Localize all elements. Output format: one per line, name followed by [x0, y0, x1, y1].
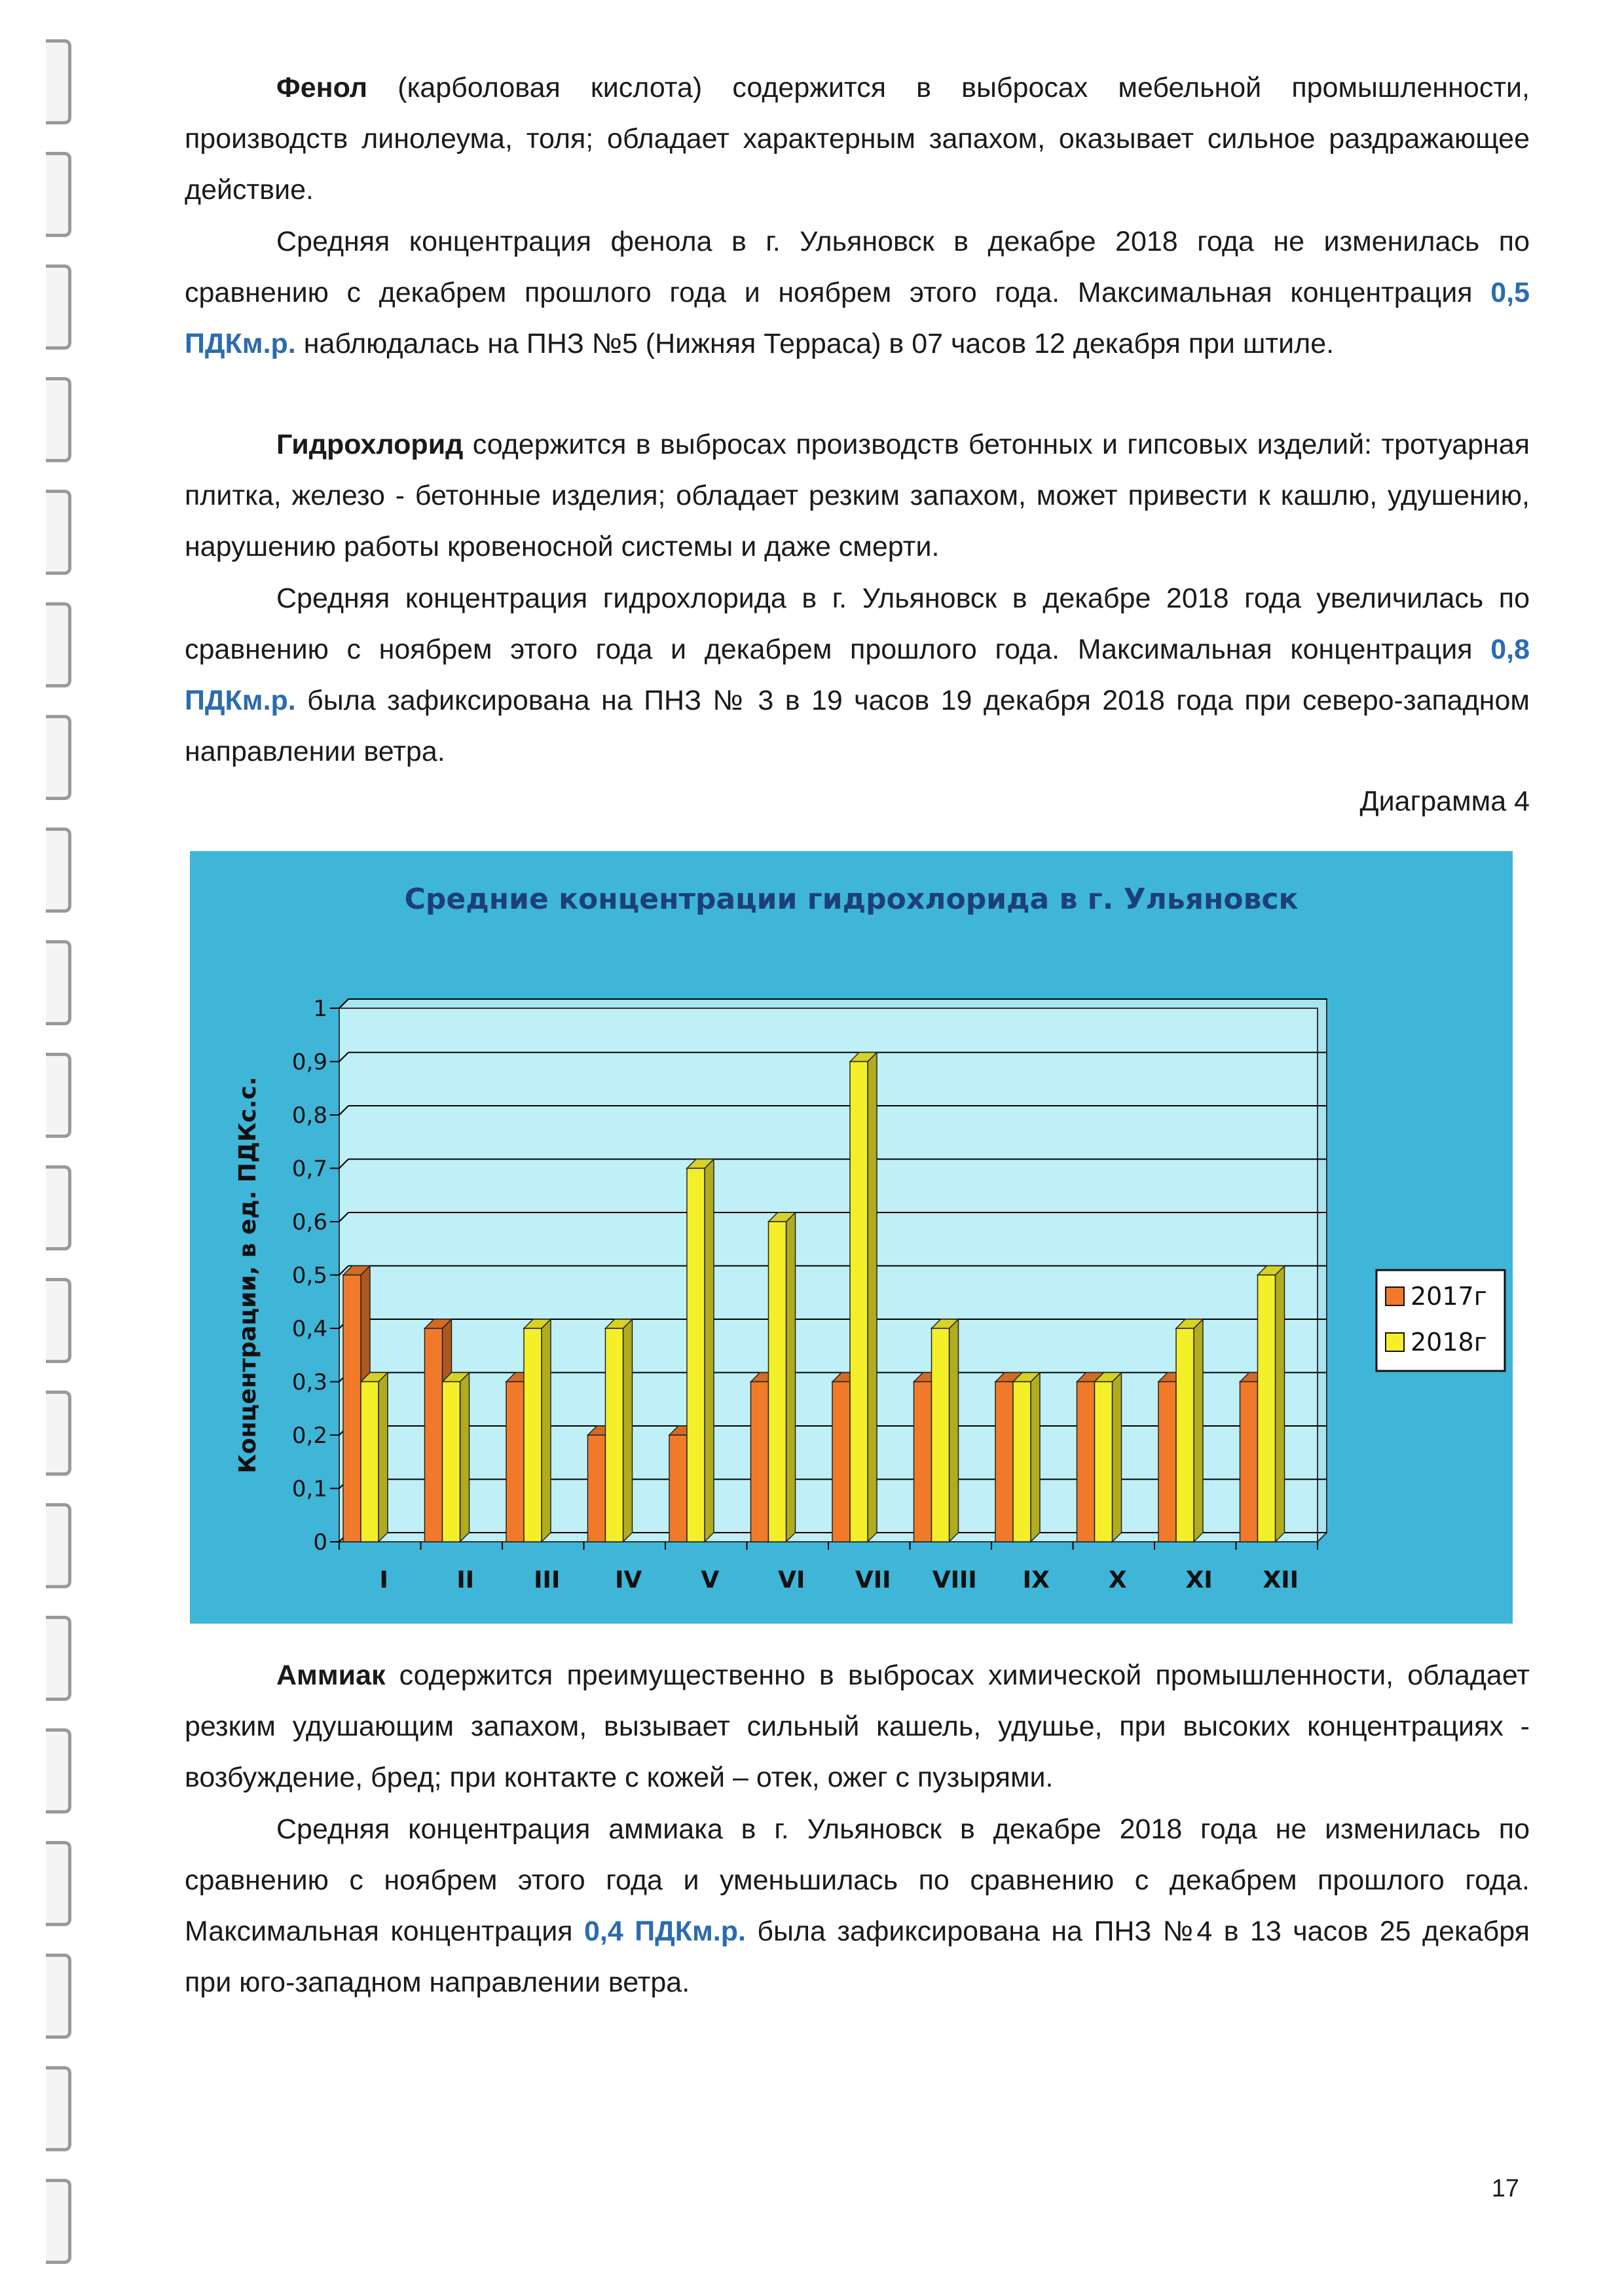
- paragraph-ammonia: [185, 1650, 1530, 1803]
- bar-2018г-XI: [1176, 1328, 1194, 1542]
- x-tick-label: V: [701, 1567, 720, 1594]
- phenol-max-value: 0,5 ПДКм.р.: [185, 277, 1530, 359]
- y-tick-label: 0,3: [291, 1369, 327, 1396]
- bar-side-2018г-V: [705, 1159, 714, 1542]
- binding-ring: [46, 152, 71, 237]
- bar-side-2018г-XII: [1276, 1266, 1285, 1542]
- bar-2018г-XII: [1258, 1275, 1276, 1542]
- binding-ring: [46, 39, 71, 124]
- binding-ring: [46, 1278, 71, 1363]
- bar-2018г-IV: [606, 1328, 623, 1542]
- bar-2017г-IV: [588, 1435, 606, 1542]
- binding-ring: [46, 1165, 71, 1250]
- phenol-description: (карболовая кислота) содержится в выбросах мебельной промышленности, производств линолеума, толя; обладает характерным запахом, оказывает сильное раздражающее действие.: [185, 72, 1530, 206]
- bar-side-2018г-VIII: [950, 1319, 959, 1542]
- y-tick-label: 0,8: [291, 1102, 327, 1129]
- chart-svg: [190, 851, 1513, 1624]
- bar-side-2018г-XI: [1194, 1319, 1203, 1542]
- x-tick-label: VII: [855, 1567, 891, 1594]
- binding-ring: [46, 1391, 71, 1476]
- bar-2017г-VII: [832, 1382, 850, 1542]
- y-tick-label: 0,7: [291, 1156, 327, 1182]
- bar-side-2018г-VII: [868, 1053, 877, 1542]
- bar-side-2018г-III: [542, 1319, 551, 1542]
- binding-ring: [46, 264, 71, 350]
- binding-ring: [46, 1728, 71, 1813]
- term-hydrochloride: Гидрохлорид: [276, 429, 464, 460]
- bar-side-2018г-IX: [1031, 1373, 1040, 1542]
- bar-2017г-VIII: [914, 1382, 932, 1542]
- bar-2018г-IX: [1013, 1382, 1031, 1542]
- bar-2017г-II: [425, 1328, 443, 1542]
- bar-side-2018г-I: [378, 1373, 388, 1542]
- bar-2017г-XI: [1158, 1382, 1176, 1542]
- ammonia-concentration-text: Средняя концентрация аммиака в г. Ульяновск в декабре 2018 года не изменилась по сравнению с ноябрем этого года и уменьшилась по сравнению с декабрем прошлого года. Максимальная концентрация: [185, 1813, 1530, 1947]
- bar-side-2018г-VI: [786, 1212, 796, 1542]
- y-tick-label: 0,5: [291, 1262, 327, 1289]
- x-tick-label: VI: [778, 1567, 805, 1594]
- bar-2018г-III: [524, 1328, 542, 1542]
- y-tick-label: 0,2: [291, 1423, 327, 1449]
- y-tick-label: 0,6: [291, 1209, 327, 1235]
- binding-ring: [46, 1954, 71, 2039]
- bar-2018г-X: [1095, 1382, 1113, 1542]
- paragraph-phenol: [185, 62, 1530, 215]
- page-number: 17: [1491, 2175, 1519, 2202]
- binding-ring: [46, 715, 71, 800]
- bar-2017г-V: [669, 1435, 687, 1542]
- y-axis-title: Концентрации, в ед. ПДКс.с.: [234, 1076, 261, 1474]
- x-tick-label: XI: [1185, 1567, 1213, 1594]
- binding-ring: [46, 1053, 71, 1138]
- hydrochloride-description: содержится в выбросах производств бетонных и гипсовых изделий: тротуарная плитка, железо - бетонные изделия; обладает резким запахом, может привести к кашлю, удушению, нарушению работы кровеносной системы и даже смерти.: [185, 429, 1530, 562]
- y-tick-label: 0,4: [291, 1316, 327, 1342]
- bar-2018г-VIII: [932, 1328, 950, 1542]
- diagram-caption: Диаграмма 4: [1359, 786, 1530, 817]
- bar-side-2018г-X: [1113, 1373, 1122, 1542]
- binding-ring: [46, 2179, 71, 2264]
- binding-ring: [46, 2066, 71, 2151]
- bar-2018г-I: [361, 1382, 378, 1542]
- hydrochloride-chart: [190, 851, 1513, 1624]
- hydrochloride-concentration-text-end: была зафиксирована на ПНЗ № 3 в 19 часов 19 декабря 2018 года при северо-западном направлении ветра.: [185, 685, 1530, 767]
- bar-2017г-XII: [1240, 1382, 1258, 1542]
- legend-swatch-2018г: [1386, 1333, 1404, 1351]
- hydrochloride-concentration-text: Средняя концентрация гидрохлорида в г. Ульяновск в декабре 2018 года увеличилась по сравнению с ноябрем этого года и декабрем прошлого года. Максимальная концентрация: [185, 583, 1530, 665]
- hydrochloride-max-value: 0,8 ПДКм.р.: [185, 634, 1530, 716]
- bar-side-2018г-IV: [623, 1319, 633, 1542]
- paragraph-phenol-concentration: [185, 216, 1530, 369]
- term-ammonia: Аммиак: [276, 1660, 386, 1691]
- bar-2018г-V: [687, 1169, 705, 1542]
- binding-ring: [46, 828, 71, 913]
- phenol-concentration-text: Средняя концентрация фенола в г. Ульяновск в декабре 2018 года не изменилась по сравнению с декабрем прошлого года и ноябрем этого года. Максимальная концентрация: [185, 226, 1530, 308]
- bar-2017г-VI: [751, 1382, 769, 1542]
- x-tick-label: IX: [1022, 1567, 1050, 1594]
- x-tick-label: I: [379, 1567, 388, 1594]
- binding-ring: [46, 377, 71, 462]
- legend-label-2018г: 2018г: [1411, 1328, 1487, 1357]
- bar-2018г-VI: [769, 1222, 786, 1542]
- ammonia-concentration-text-end: была зафиксирована на ПНЗ №4 в 13 часов 25 декабря при юго-западном направлении ветра.: [185, 1916, 1530, 1998]
- ammonia-description: содержится преимущественно в выбросах химической промышленности, обладает резким удушающим запахом, вызывает сильный кашель, удушье, при высоких концентрациях - возбуждение, бред; при контакте с кожей – отек, ожег с пузырями.: [185, 1660, 1530, 1793]
- x-tick-label: XII: [1263, 1567, 1299, 1594]
- bar-2017г-X: [1077, 1382, 1095, 1542]
- bar-side-2018г-II: [460, 1373, 470, 1542]
- ammonia-max-value: 0,4 ПДКм.р.: [584, 1916, 746, 1947]
- bar-2018г-II: [443, 1382, 460, 1542]
- bar-2018г-VII: [850, 1062, 868, 1542]
- binding-ring: [46, 602, 71, 687]
- legend-swatch-2017г: [1386, 1287, 1404, 1305]
- binding-ring: [46, 940, 71, 1025]
- bar-2017г-IX: [995, 1382, 1013, 1542]
- binding-ring: [46, 1503, 71, 1588]
- chart-title: Средние концентрации гидрохлорида в г. Ульяновск: [404, 883, 1299, 916]
- binding-ring: [46, 490, 71, 575]
- x-tick-label: IV: [615, 1567, 642, 1594]
- paragraph-ammonia-concentration: [185, 1804, 1530, 2008]
- x-tick-label: X: [1108, 1567, 1127, 1594]
- y-tick-label: 0: [313, 1529, 327, 1556]
- legend-label-2017г: 2017г: [1411, 1282, 1487, 1311]
- binding-rings: [0, 0, 85, 2296]
- paragraph-hydrochloride-concentration: [185, 573, 1530, 777]
- x-tick-label: II: [456, 1567, 475, 1594]
- paragraph-hydrochloride: [185, 419, 1530, 572]
- bar-2017г-III: [506, 1382, 524, 1542]
- binding-ring: [46, 1616, 71, 1701]
- phenol-concentration-text-end: наблюдалась на ПНЗ №5 (Нижняя Терраса) в 07 часов 12 декабря при штиле.: [295, 328, 1335, 359]
- y-tick-label: 1: [313, 996, 327, 1022]
- y-tick-label: 0,1: [291, 1476, 327, 1503]
- binding-ring: [46, 1841, 71, 1926]
- term-phenol: Фенол: [276, 72, 368, 103]
- y-tick-label: 0,9: [291, 1049, 327, 1076]
- x-tick-label: VIII: [932, 1567, 977, 1594]
- bar-2017г-I: [343, 1275, 361, 1542]
- x-tick-label: III: [534, 1567, 561, 1594]
